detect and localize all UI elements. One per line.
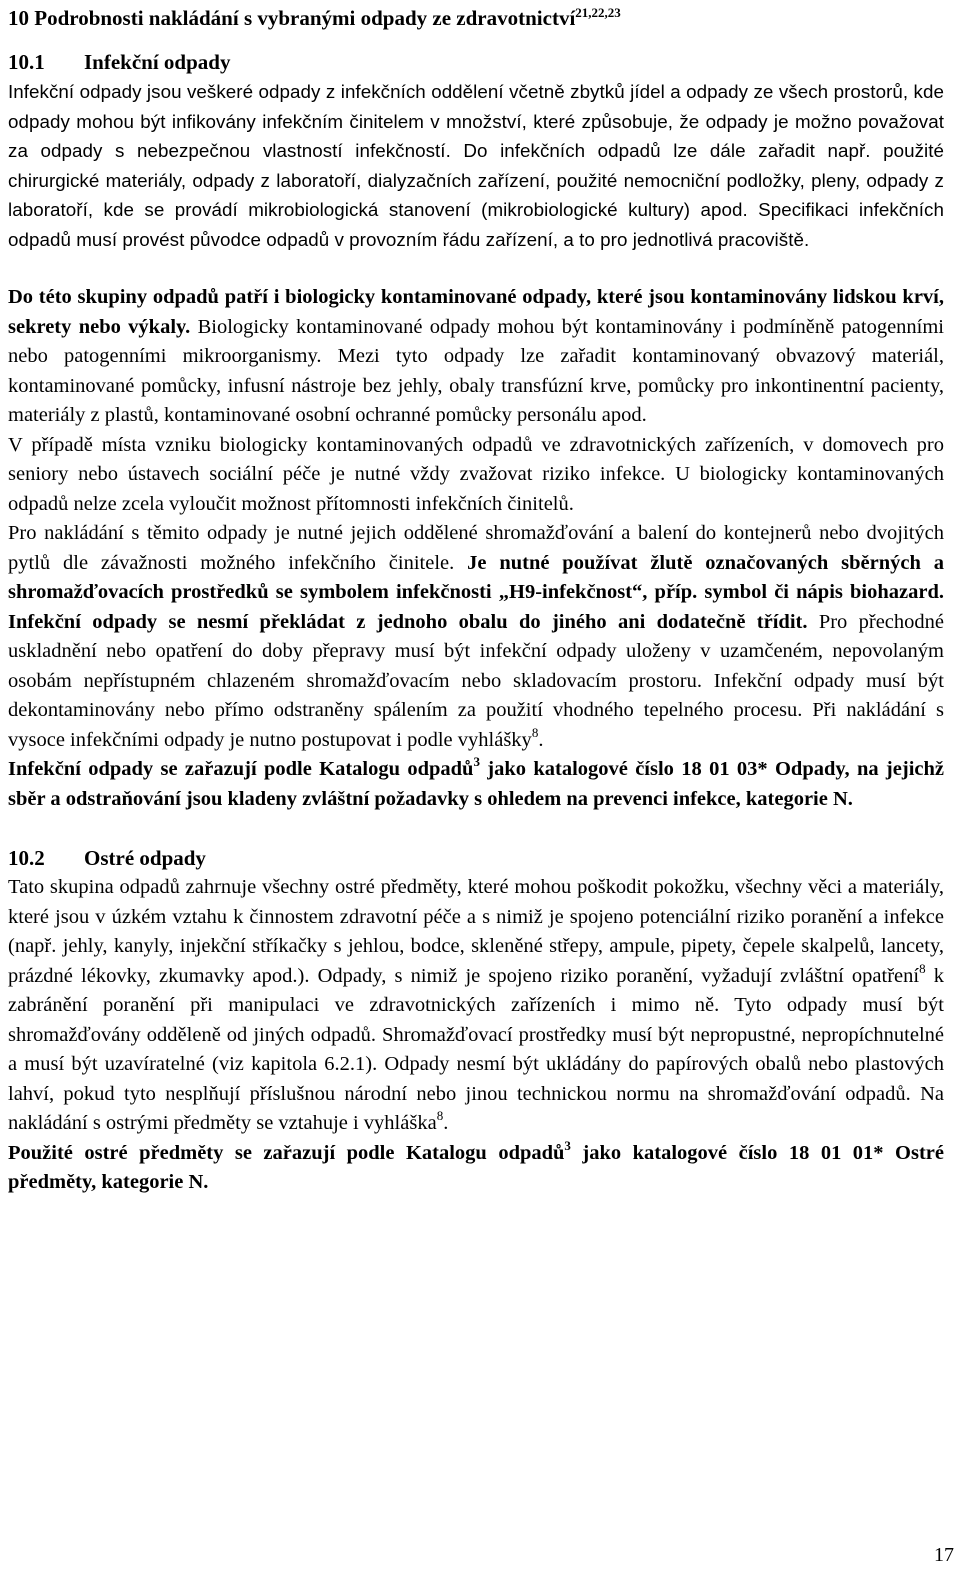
footnote-ref: 8	[436, 1108, 444, 1123]
paragraph-text: Biologicky kontaminované odpady mohou být kontaminovány i podmíněně patogenními nebo patogenními mikroorganismy. Mezi tyto odpady lze zařadit kontaminovaný obvazový materiál, kontaminované pomůcky, infusní nástroje bez jehly, obaly transfúzní krve, pomůcky pro inkontinentní pacienty, materiály z plastů, kontaminované osobní ochranné pomůcky personálu apod.	[8, 315, 945, 426]
chapter-refs: 21,22,23	[575, 5, 621, 20]
paragraph-text: Tato skupina odpadů zahrnuje všechny ostré předměty, které mohou poškodit pokožku, všechny věci a materiály, které jsou v úzkém vztahu k činnostem zdravotní péče a s nimiž je spojeno potenciální riziko poranění a infekce (např. jehly, kanyly, injekční stříkačky s jehlou, bodce, skleněné střepy, ampule, pipety, čepele skalpelů, lancety, prázdné lékovky, zkumavky apod.). Odpady, s nimiž je spojeno riziko poranění, vyžadují zvláštní opatření	[8, 876, 944, 987]
section-heading-sharps	[8, 843, 944, 873]
footnote-ref: 3	[564, 1137, 571, 1153]
footnote-ref: 8	[531, 724, 539, 740]
paragraph-text: Pro přechodné uskladnění nebo opatření do doby přepravy musí být infekční odpady uloženy v uzamčeném, nepovolaným osobám nepřístupném chlazeném shromažďovacím nebo skladovacím prostoru. Infekční odpady musí být dekontaminovány nebo přímo odstraněny spálením za použití vhodného tepelného procesu. Při nakládání s vysoce infekčními odpady je nutno postupovat i podle vyhlášky	[8, 610, 944, 751]
bold-statement: Je nutné používat žlutě označovaných sběrných a shromažďovacích prostředků se symbolem infekčnosti „H9-infekčnost“, příp. symbol či nápis biohazard. Infekční odpady se nesmí překládat z jednoho obalu do jiného ani dodatečně třídit.	[8, 551, 945, 633]
bold-statement: Použité ostré předměty se zařazují podle Katalogu odpadů	[8, 1141, 565, 1164]
paragraph-catalog-infectious	[8, 755, 944, 814]
footnote-ref: 3	[473, 754, 480, 769]
footnote-ref: 8	[919, 960, 926, 976]
paragraph-infectious-definition: Infekční odpady jsou veškeré odpady z infekčních oddělení včetně zbytků jídel a odpady ze všech prostorů, kde odpady mohou být infikovány infekčním činitelem v množství, které způsobuje, že odpady je možno považovat za odpady s nebezpečnou vlastností infekčností. Do infekčních odpadů lze dále zařadit např. použité chirurgické materiály, odpady z laboratoří, dialyzačních zařízení, použité nemocniční podložky, pleny, odpady z laboratoří, kde se provádí mikrobiologická stanovení (mikrobiologické kultury) apod. Specifikaci infekčních odpadů musí provést původce odpadů v provozním řádu zařízení, a to pro jednotlivá pracoviště.	[8, 81, 944, 250]
section-number: 10.1	[8, 50, 45, 74]
section-title: Infekční odpady	[84, 50, 231, 74]
paragraph-text: k zabránění poranění při manipulaci ve zdravotnických zařízeních i mimo ně. Tyto odpady musí být shromažďovány odděleně od jiných odpadů. Shromažďovací prostředky musí být nepropustné, nepropíchnutelné a musí být uzavíratelné (viz kapitola 6.2.1). Odpady nesmí být ukládány do papírových obalů nebo plastových lahví, pokud tyto nesplňují příslušnou národní nebo jinou technickou normu na shromažďování odpadů. Na nakládání s ostrými předměty se vztahuje i vyhláška	[8, 964, 945, 1134]
paragraph-infection-risk: V případě místa vzniku biologicky kontaminovaných odpadů ve zdravotnických zařízeních, v domovech pro seniory nebo ústavech sociální péče je nutné vždy zvažovat riziko infekce. U biologicky kontaminovaných odpadů nelze zcela vyloučit možnost přítomnosti infekčních činitelů.	[8, 433, 944, 515]
bold-statement: jako katalogové číslo 18 01 01* Ostré předměty, kategorie N.	[8, 1141, 944, 1193]
section-heading-infectious	[8, 47, 944, 77]
paragraph-text: Pro nakládání s těmito odpady je nutné jejich oddělené shromažďování a balení do kontejnerů nebo dvojitých pytlů dle závažnosti možného infekčního činitele.	[8, 522, 944, 574]
bold-statement: Do této skupiny odpadů patří i biologicky kontaminované odpady, které jsou kontaminovány lidskou krví, sekrety nebo výkaly.	[8, 286, 944, 338]
bold-statement: jako katalogové číslo 18 01 03* Odpady, na jejichž sběr a odstraňování jsou kladeny zvláštní požadavky s ohledem na prevenci infekce, kategorie N.	[8, 758, 944, 810]
page-number: 17	[934, 1544, 954, 1566]
punctuation: .	[443, 1112, 449, 1134]
section-title: Ostré odpady	[84, 846, 206, 870]
document-page	[8, 0, 944, 1198]
section-number: 10.2	[8, 846, 45, 870]
paragraph-sharps-definition	[8, 873, 944, 1139]
punctuation: .	[538, 728, 544, 751]
bold-statement: Infekční odpady se zařazují podle Katalogu odpadů	[8, 758, 474, 780]
paragraph-handling	[8, 519, 944, 755]
paragraph-catalog-sharps	[8, 1139, 944, 1198]
paragraph-biological-contamination	[8, 283, 944, 431]
chapter-title: 10 Podrobnosti nakládání s vybranými odpady ze zdravotnictví$^{21,22,23}$	[8, 5, 621, 30]
